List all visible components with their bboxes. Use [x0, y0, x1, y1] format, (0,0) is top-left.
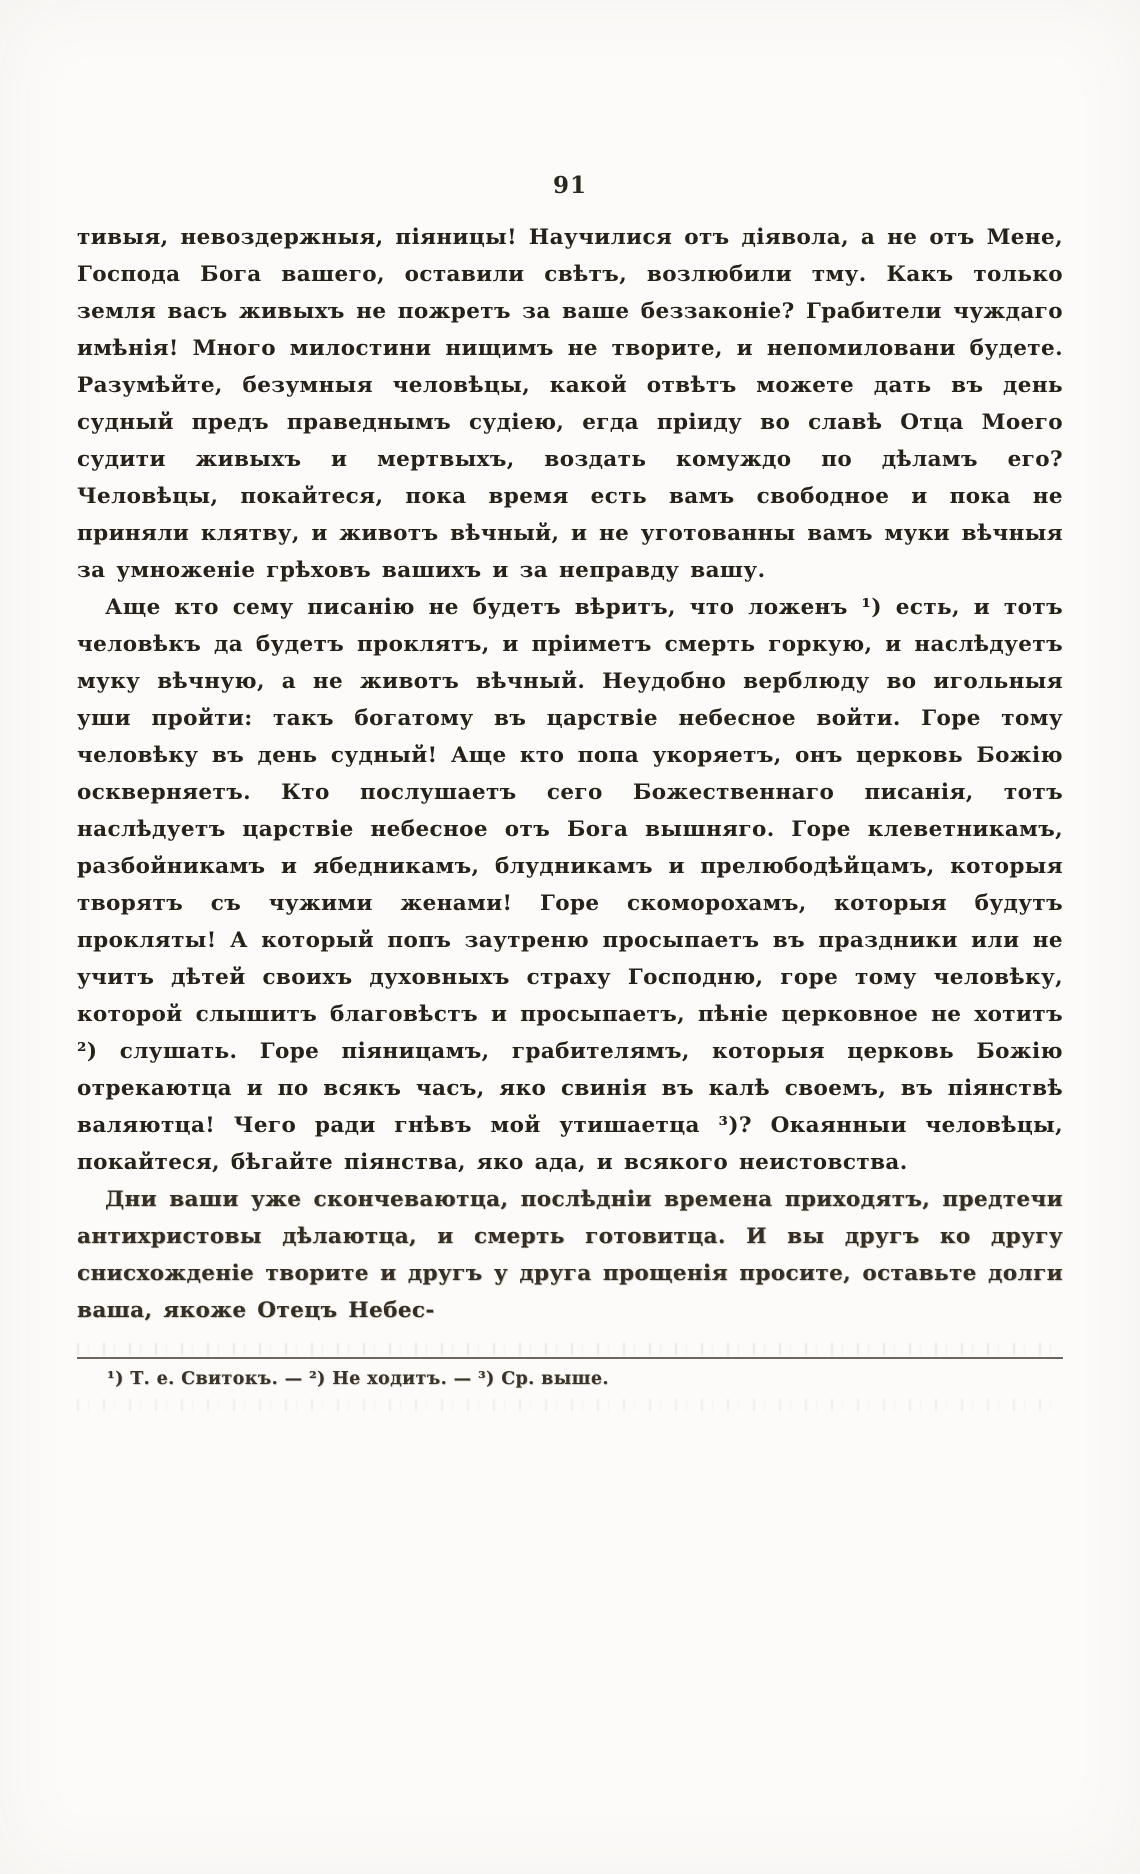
scan-noise	[77, 1343, 1063, 1355]
scan-noise	[77, 1399, 1063, 1411]
footnote-divider	[77, 1357, 1063, 1359]
page-number: 91	[552, 172, 587, 199]
paragraph: тивыя, невоздержныя, піяницы! Научилися отъ діявола, а не отъ Мене, Господа Бога вашего, оставили свѣтъ, возлюбили тму. Какъ только земля васъ живыхъ не пожретъ за ваше беззаконіе? Грабители чуждаго имѣнія! Много милостини нищимъ не творите, и непомиловани будете. Разумѣйте, безумныя человѣцы, какой отвѣтъ можете дать въ день судный предъ праведнымъ судіею, егда пріиду во славѣ Отца Моего судити живыхъ и мертвыхъ, воздать комуждо по дѣламъ его? Человѣцы, покайтеся, пока время есть вамъ свободное и пока не приняли клятву, и животъ вѣчный, и не уготованны вамъ муки вѣчныя за умноженіе грѣховъ вашихъ и за неправду вашу.	[77, 225, 1063, 583]
paragraph: Аще кто сему писанію не будетъ вѣритъ, что ложенъ ¹) есть, и тотъ человѣкъ да будетъ проклятъ, и пріиметъ смерть горкую, и наслѣдуетъ муку вѣчную, а не животъ вѣчный. Неудобно верблюду во игольныя уши пройти: такъ богатому въ царствіе небесное войти. Горе тому человѣку въ день судный! Аще кто попа укоряетъ, онъ церковь Божію оскверняетъ. Кто послушаетъ сего Божественнаго писанія, тотъ наслѣдуетъ царствіе небесное отъ Бога вышняго. Горе клеветникамъ, разбойникамъ и ябедникамъ, блудникамъ и прелюбодѣйцамъ, которыя творятъ съ чужими женами! Горе скоморохамъ, которыя будутъ прокляты! А который попъ заутреню просыпаетъ въ праздники или не учитъ дѣтей своихъ духовныхъ страху Господню, горе тому человѣку, которой слышитъ благовѣстъ и просыпаетъ, пѣніе церковное не хотитъ ²) слушать. Горе піяницамъ, грабителямъ, которыя церковь Божію отрекаютца и по всякъ часъ, яко свинія въ калѣ своемъ, въ піянствѣ валяютца! Чего ради гнѣвъ мой утишаетца ³)? Окаянныи человѣцы, покайтеся, бѣгайте піянства, яко ада, и всякого неистовства.	[77, 595, 1063, 1175]
text-block	[77, 219, 1063, 1411]
footnote: ¹) Т. е. Свитокъ. — ²) Не ходитъ. — ³) Ср. выше.	[107, 1369, 609, 1389]
paragraph: Дни ваши уже скончеваютца, послѣдніи времена приходятъ, предтечи антихристовы дѣлаютца, и смерть готовитца. И вы другъ ко другу снисхожденіе творите и другъ у друга прощенія просите, оставьте долги ваша, якоже Отецъ Небес-	[77, 1187, 1063, 1323]
